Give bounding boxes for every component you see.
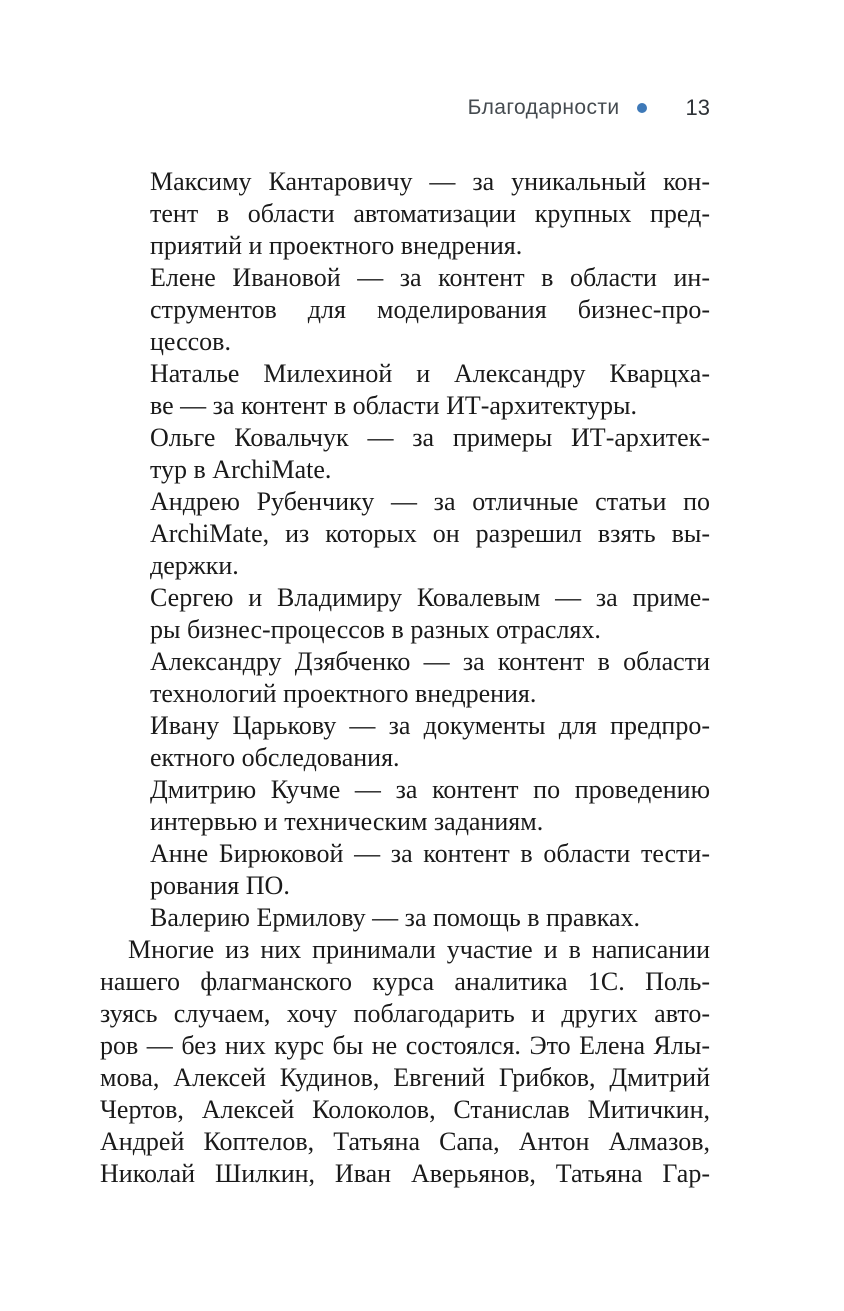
text-line: ве — за контент в области ИТ-архитектуры. — [150, 391, 638, 420]
acknowledgements-list — [100, 166, 710, 934]
text-line: Ивану Царькову — за документы для предпро- — [150, 710, 710, 742]
acknowledgement-item — [100, 582, 710, 646]
text-line: технологий проектного внедрения. — [150, 679, 537, 708]
text-line: Анне Бирюковой — за контент в области тести- — [150, 838, 710, 870]
text-line: Андрей Коптелов, Татьяна Сапа, Антон Алмазов, — [100, 1127, 710, 1156]
acknowledgement-item — [100, 646, 710, 710]
text-line: ектного обследования. — [150, 743, 400, 772]
text-line: тур в ArchiMate. — [150, 455, 332, 484]
text-line: Александру Дзябченко — за контент в области — [150, 646, 710, 678]
text-line: Наталье Милехиной и Александру Кварцха- — [150, 358, 710, 390]
text-line: Елене Ивановой — за контент в области ин- — [150, 262, 710, 294]
acknowledgement-item — [100, 710, 710, 774]
text-line: нашего флагманского курса аналитика 1С. Поль- — [100, 967, 710, 996]
text-line: тент в области автоматизации крупных пред- — [150, 199, 710, 228]
page-header — [0, 94, 710, 122]
acknowledgement-item — [100, 774, 710, 838]
text-line: Сергею и Владимиру Ковалевым — за приме- — [150, 582, 710, 614]
text-line: рования ПО. — [150, 871, 290, 900]
text-line: приятий и проектного внедрения. — [150, 231, 523, 260]
text-line: струментов для моделирования бизнес-про- — [150, 295, 710, 324]
acknowledgement-item — [100, 422, 710, 486]
acknowledgement-item — [100, 262, 710, 358]
page-number: 13 — [685, 95, 710, 120]
text-line: интервью и техническим заданиям. — [150, 807, 544, 836]
acknowledgement-item — [100, 486, 710, 582]
text-line: Николай Шилкин, Иван Аверьянов, Татьяна Гар- — [100, 1159, 710, 1188]
text-line: Дмитрию Кучме — за контент по проведению — [150, 774, 710, 806]
text-line: Многие из них принимали участие и в написании — [128, 935, 710, 964]
header-dot-icon — [637, 103, 647, 113]
acknowledgement-item — [100, 166, 710, 262]
text-line: ArchiMate, из которых он разрешил взять вы- — [150, 519, 710, 548]
acknowledgement-item — [100, 838, 710, 902]
text-line: Андрею Рубенчику — за отличные статьи по — [150, 486, 710, 518]
text-line: Чертов, Алексей Колоколов, Станислав Митичкин, — [100, 1095, 710, 1124]
text-line: мова, Алексей Кудинов, Евгений Грибков, Дмитрий — [100, 1063, 710, 1092]
text-line: ров — без них курс бы не состоялся. Это Елена Ялы- — [100, 1031, 710, 1060]
text-line: Максиму Кантаровичу — за уникальный кон- — [150, 166, 710, 198]
text-line: цессов. — [150, 327, 231, 356]
running-title: Благодарности — [467, 96, 620, 119]
acknowledgement-item — [100, 902, 710, 934]
acknowledgement-item — [100, 358, 710, 422]
text-line: Валерию Ермилову — за помощь в правках. — [150, 902, 710, 934]
text-line: держки. — [150, 551, 239, 580]
text-line: ры бизнес-процессов в разных отраслях. — [150, 615, 601, 644]
closing-paragraph — [100, 934, 710, 1190]
text-line: Ольге Ковальчук — за примеры ИТ-архитек- — [150, 422, 710, 454]
page-body — [100, 166, 710, 1190]
text-line: зуясь случаем, хочу поблагодарить и других авто- — [100, 999, 710, 1028]
